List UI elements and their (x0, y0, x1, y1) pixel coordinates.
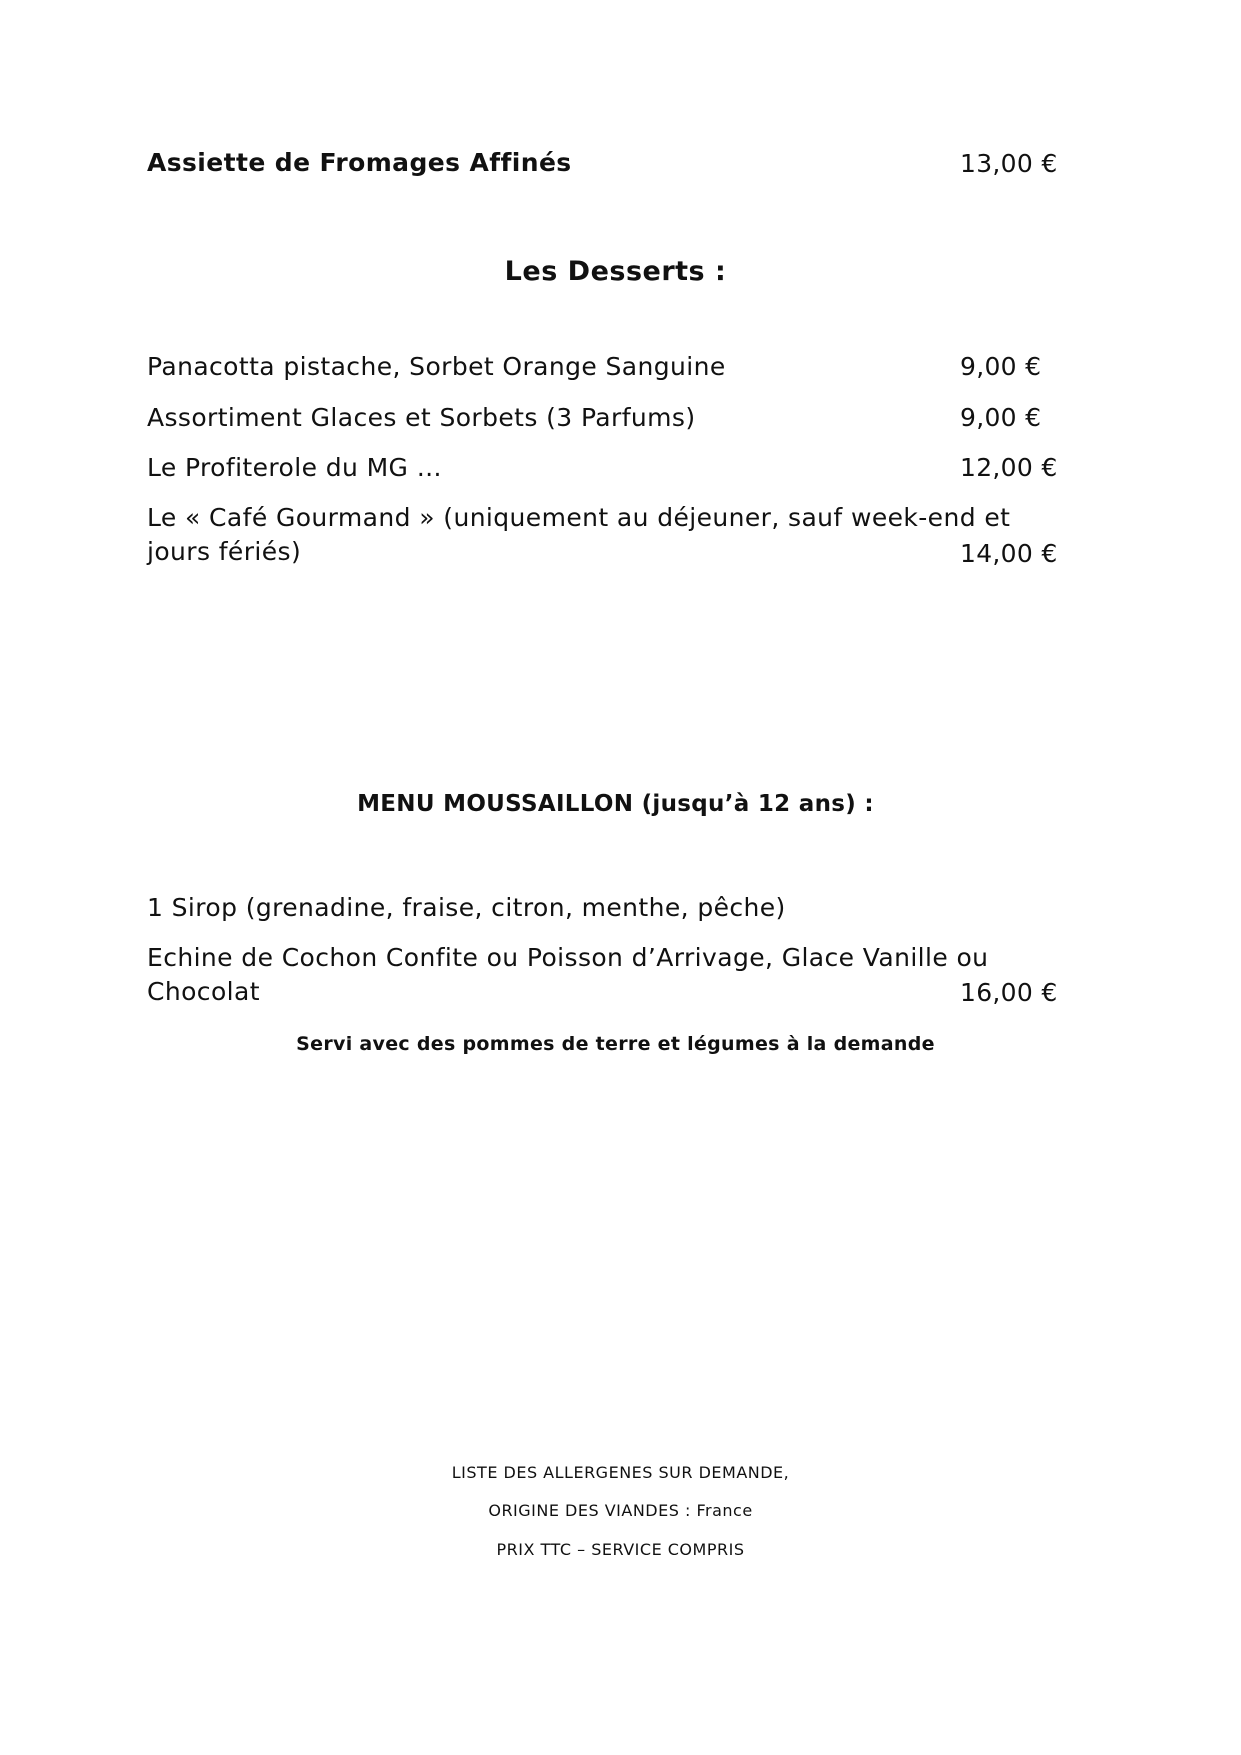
cheese-item-name: Assiette de Fromages Affinés (147, 148, 572, 177)
cheese-item-price: 13,00 € (960, 149, 1058, 178)
dessert-item-price: 9,00 € (960, 403, 1042, 432)
kids-menu-note (0, 1033, 1241, 1055)
desserts-heading-text: Les Desserts : (504, 256, 727, 287)
dessert-item-name: Le Profiterole du MG … (147, 453, 443, 482)
desserts-heading (0, 256, 1241, 287)
dessert-item-name-line1: Le « Café Gourmand » (uniquement au déjeuner, sauf week-end et (147, 503, 1011, 532)
kids-menu-heading (0, 791, 1241, 817)
kids-menu-main-line2: Chocolat (147, 977, 260, 1006)
kids-menu-drink: 1 Sirop (grenadine, fraise, citron, menthe, pêche) (147, 893, 786, 922)
dessert-item-name: Panacotta pistache, Sorbet Orange Sanguine (147, 352, 726, 381)
dessert-item-price: 12,00 € (960, 453, 1058, 482)
kids-menu-heading-text: MENU MOUSSAILLON (jusqu’à 12 ans) : (357, 791, 874, 817)
kids-menu-main-line1: Echine de Cochon Confite ou Poisson d’Arrivage, Glace Vanille ou (147, 943, 989, 972)
footer-allergens: LISTE DES ALLERGENES SUR DEMANDE, (451, 1463, 790, 1482)
footer-meat-origin: ORIGINE DES VIANDES : France (488, 1501, 753, 1520)
footer-prices-note: PRIX TTC – SERVICE COMPRIS (496, 1540, 745, 1559)
kids-menu-note-text: Servi avec des pommes de terre et légumes à la demande (296, 1033, 935, 1055)
dessert-item-name-line2: jours fériés) (147, 537, 302, 566)
kids-menu-price: 16,00 € (960, 978, 1058, 1007)
dessert-item-price: 9,00 € (960, 352, 1042, 381)
dessert-item-name: Assortiment Glaces et Sorbets (3 Parfums) (147, 403, 696, 432)
dessert-item-price: 14,00 € (960, 539, 1058, 568)
